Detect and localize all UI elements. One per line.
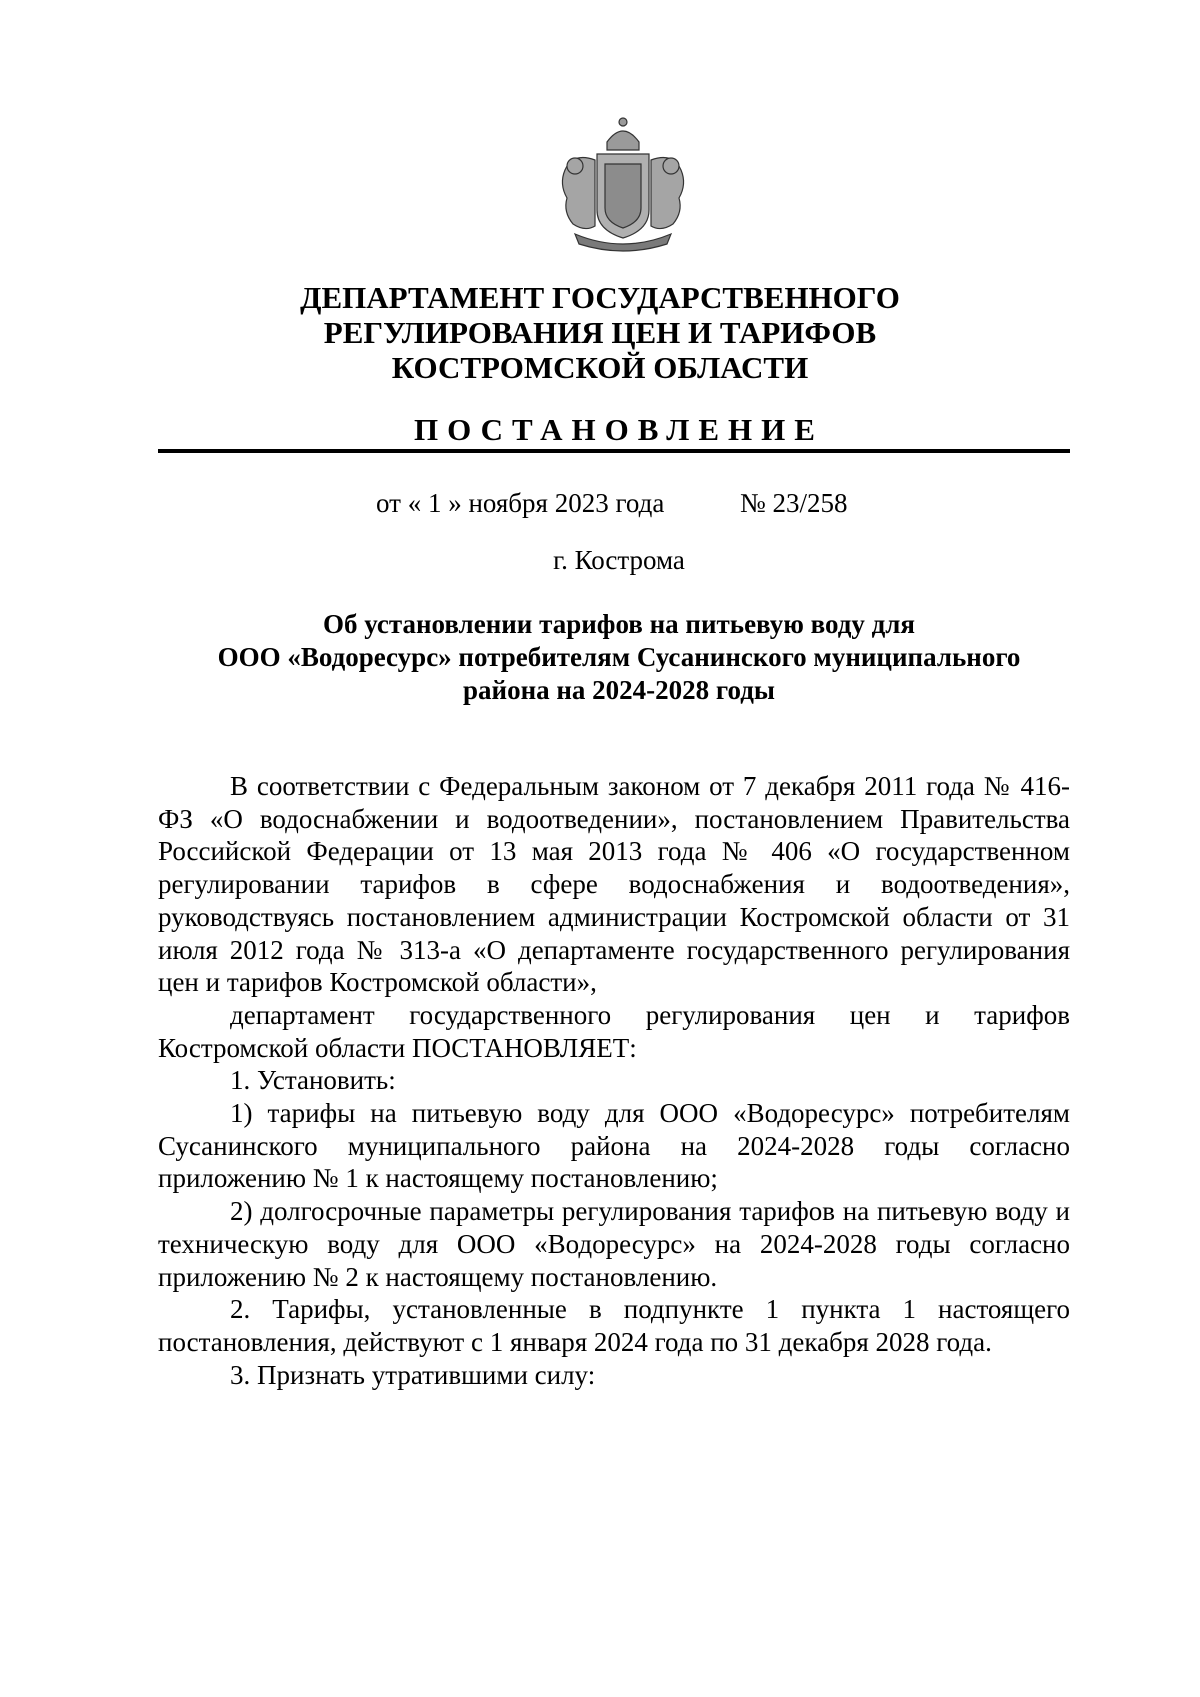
- department-name: [0, 280, 1200, 385]
- title-line-1: Об установлении тарифов на питьевую воду для: [322, 609, 916, 639]
- document-city: г. Кострома: [553, 545, 685, 575]
- title-line-2: ООО «Водоресурс» потребителям Сусанинского муниципального: [217, 642, 1021, 672]
- item-1-subitem-1: 1) тарифы на питьевую воду для ООО «Водоресурс» потребителям Сусанинского муниципального района на 2024-2028 годы согласно приложению № 1 к настоящему постановлению;: [158, 1098, 1070, 1194]
- document-title: [0, 608, 1200, 707]
- department-line-3: КОСТРОМСКОЙ ОБЛАСТИ: [391, 350, 809, 385]
- item-3: 3. Признать утратившими силу:: [230, 1359, 596, 1390]
- document-type: ПОСТАНОВЛЕНИЕ: [414, 412, 824, 447]
- preamble-paragraph: В соответствии с Федеральным законом от 7 декабря 2011 года № 416-ФЗ «О водоснабжении и водоотведении», постановлением Правительства Российской Федерации от 13 мая 2013 года № 406 «О государственном регулировании тарифов в сфере водоснабжения и водоотведения», руководствуясь постановлением администрации Костромской области от 31 июля 2012 года № 313-а «О департаменте государственного регулирования цен и тарифов Костромской области»,: [158, 771, 1070, 998]
- header-divider: [158, 449, 1070, 453]
- item-1: 1. Установить:: [230, 1065, 396, 1096]
- document-body: [158, 770, 1070, 1391]
- item-1-subitem-2: 2) долгосрочные параметры регулирования тарифов на питьевую воду и техническую воду для ООО «Водоресурс» на 2024-2028 годы согласно приложению № 2 к настоящему постановлению.: [158, 1196, 1070, 1292]
- resolution-paragraph: департамент государственного регулирования цен и тарифов Костромской области ПОСТАНОВЛЯЕТ:: [158, 999, 1070, 1063]
- department-line-2: РЕГУЛИРОВАНИЯ ЦЕН И ТАРИФОВ: [323, 315, 877, 350]
- item-2: 2. Тарифы, установленные в подпункте 1 пункта 1 настоящего постановления, действуют с 1 января 2024 года по 31 декабря 2028 года.: [158, 1294, 1070, 1357]
- title-line-3: района на 2024-2028 годы: [463, 675, 775, 705]
- document-number: № 23/258: [740, 488, 848, 518]
- document-date: от « 1 » ноября 2023 года: [376, 488, 665, 518]
- department-line-1: ДЕПАРТАМЕНТ ГОСУДАРСТВЕННОГО: [300, 280, 900, 315]
- kostroma-coat-of-arms-icon: [545, 112, 701, 252]
